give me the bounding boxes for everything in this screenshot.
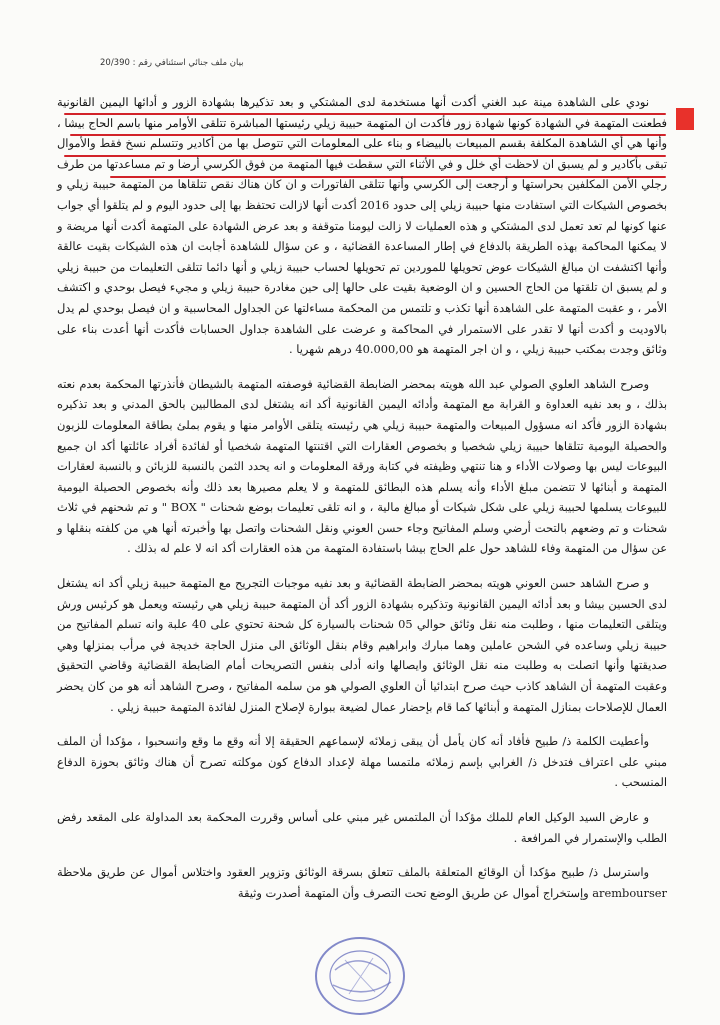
highlighted-passage: نودي على الشاهدة مينة عبد الغني أكدت أنها مستخدمة لدى المشتكي و بعد تذكيرها بشهادة الزور و أدائها اليمين القانونية فطعنت المتهمة في الشهادة كونها شهادة زور فأكدت ان المتهمة حبيبة زيلي رئيستها المباشرة تتلقى الأوامر منها باسم الحاج بيشا ، وأنها هي أي الشاهدة المكلفة بقسم المبيعات بالبيضاء و بناء على المعلومات (57, 95, 667, 151)
paragraph-witness-alaoui: وصرح الشاهد العلوي الصولي عبد الله هويته بمحضر الضابطة القضائية فوصفته المتهمة بالشيطان فأنذرتها المحكمة بعدم نعته بذلك ، و بعد نفيه العداوة و القرابة مع المتهمة وأدائه اليمين القانونية أكد انه يشتغل لدى المطالبين بالحق المدني و بعد تذكيره بشهادة الزور فأكد انه مسؤول المبيعات والمتهمة حبيبة زيلي هي رئيسته يتلقى الأوامر منها و يقوم بملئ بطاقة المعلومات للزبون والحصيلة اليومية تتلقاها حبيبة زيلي شخصيا و بخصوص العقارات التي اقتنتها المتهمة شخصيا أو لفائدة أفراد عائلتها أكد ان جميع البيوعات ليس بها وصولات الأداء و هنا تنتهي وظيفته في كتابة ورقة المعلومات و انه يحدد الثمن بالنسبة للزبائن و بالنسبة لعقارات المتهمة و أبنائها لا تتضمن مبلغ الأداء وأنه يسلم هذه البطائق للمتهمة و لا يعلم مصيرها بعد ذلك وأنه بخصوص الحصيلة اليومية للبيوعات يسلمها لحبيبة زيلي على شكل شيكات أو مبالغ مالية ، و انه تلقى تعليمات بوضع شحنات " BOX " و تم شحنهم في ثلاث شحنات و تم وضعهم بالتحت أرضي وسلم المفاتيح وجاء حسن العوني ونقل الشحنات واتصل بها وأخبرته أنها هي من كلفته بنقلها و عن سؤال من المتهمة وفاء للشاهد حول علم الحاج بيشا باستفادة المتهمة من هذه العقارات أكد انه لا علم له بذلك . (57, 376, 667, 556)
court-stamp (305, 930, 415, 1022)
paragraph-text: التي تتوصل بها من أكادير وتتسلم نسخ فقط والأموال تبقى بأكادير و لم يسبق ان لاحظت أي خلل و في الأثناء التي سقطت فيها المتهمة من فوق الكرسي أرضا و تم مساعدتها من طرف رجلي الأمن المكلفين بحراستها و أرجعت إلى الكرسي وأنها تتلقى الفاتورات و ان كان هناك نقص تتلقاها من المتهمة حبيبة زيلي و بخصوص الشيكات التي استفادت منها حبيبة زيلي إلى حدود 2016 أكدت أنها لازالت تحتفظ بها إلى حدود اليوم و لم يتلقوا أي جواب عنها كونها لم تعد تعمل لدى المشتكي و هذه العمليات لا زالت ليومنا متوقفة و بعد عرض الشهادة على المتهمة أكدت أنها مريضة و لا يمكنها المحاكمة بهذه الطريقة بالدفاع في إطار المساعدة القضائية ، و عن سؤال للشاهدة أجابت ان هذه الشيكات بقيت عالقة وأنها اكتشفت ان مبالغ الشيكات عوض تحويلها للموردين تم تحويلها لحساب حبيبة زيلي و أنها دائما تتلقى التعليمات من حبيبة زيلي و لم يسبق ان تلقتها من الحاج الحسين و ان الوضعية بقيت على حالها إلى حين مغادرة حبيبة زيلي و مجيء فيصل بوحدي و اكتشف الأمر ، و عقبت المتهمة على الشاهدة أنها تكذب و تلتمس من المحكمة مساءلتها عن الجداول المحاسبية و ان فيصل بوحدي لم يدل بالاوديت و أكدت أنها لا تقدر على الاستمرار في المحاكمة و عرضت على الشاهدة جداول الحسابات فأكدت أنها أعدت بناء على وثائق وجدت بمكتب حبيبة زيلي ، و ان اجر المتهمة هو 40.000,00 درهم شهريا . (57, 136, 667, 357)
paragraph-continuation: واسترسل ذ/ طبيح مؤكدا أن الوقائع المتعلقة بالملف تتعلق بسرقة الوثائق وتزوير العقود واختلاس أموال عن طريق ملاحظة arembourser وإستخراج أموال عن طريق الوضع تحت التصرف وأن المتهمة أصدرت وثيقة (57, 865, 667, 900)
paragraph-witness-hassan: و صرح الشاهد حسن العوني هويته بمحضر الضابطة القضائية و بعد نفيه موجبات التجريح مع المتهمة حبيبة زيلي أكد انه يشتغل لدى الحسين بيشا و بعد أدائه اليمين القانونية وتذكيره بشهادة الزور أكد أن المتهمة حبيبة زيلي هي رئيسته ويعمل هو كرئيس ورش ويتلقى التعليمات منها ، وطلبت منه نقل وثائق حوالي 05 شحنات بالسيارة كل شحنة تحتوي على 40 علبة وانه تسلم المفاتيح من حبيبة زيلي وساعده في الشحن عاملين وهما مبارك وابراهيم وقام بنقل الوثائق الى منزل الحاجة خديجة في مرأب بمنزلها وهي صديقتها وأنها اتصلت به وطلبت منه نقل الوثائق وايصالها وانه أدلى بنفس التصريحات أمام الضابطة القضائية وقاضي التحقيق وعقبت المتهمة أن الشاهد كاذب حيث صرح ابتدائيا أن العلوي الصولي هو من سلمه المفاتيح ، وصرح الشاهد أنه هو من كان يحضر العمال للإصلاحات بمنازل المتهمة و أبنائها كما قام بإحضار عمال لضيعة ببوارة لإصلاح المنزل لفائدة المتهمة حبيبة زيلي . (57, 576, 667, 714)
red-marker (676, 108, 694, 130)
paragraph-prosecutor: و عارض السيد الوكيل العام للملك مؤكدا أن الملتمس غير مبني على أساس وقررت المحكمة بعد المداولة على المقعد رفض الطلب والإستمرار في المرافعة . (57, 810, 667, 845)
document-body (57, 92, 667, 917)
case-header: بيان ملف جنائي استئنافي رقم : 20/390 (100, 58, 244, 68)
paragraph-defense-tbih: وأعطيت الكلمة ذ/ طبيح فأفاد أنه كان يأمل أن يبقى زملائه لإسماعهم الحقيقة إلا أنه وقع ما وقع وانسحبوا ، مؤكدا أن الملف مبني على اعتراف فتدخل ذ/ الغرابي بإسم زملائه ملتمسا مهلة لإعداد الدفاع كون موكلته تصرح أن هناك وثائق بحوزة الدفاع المنسحب . (57, 734, 667, 790)
paragraph-witness-mina (57, 92, 667, 360)
